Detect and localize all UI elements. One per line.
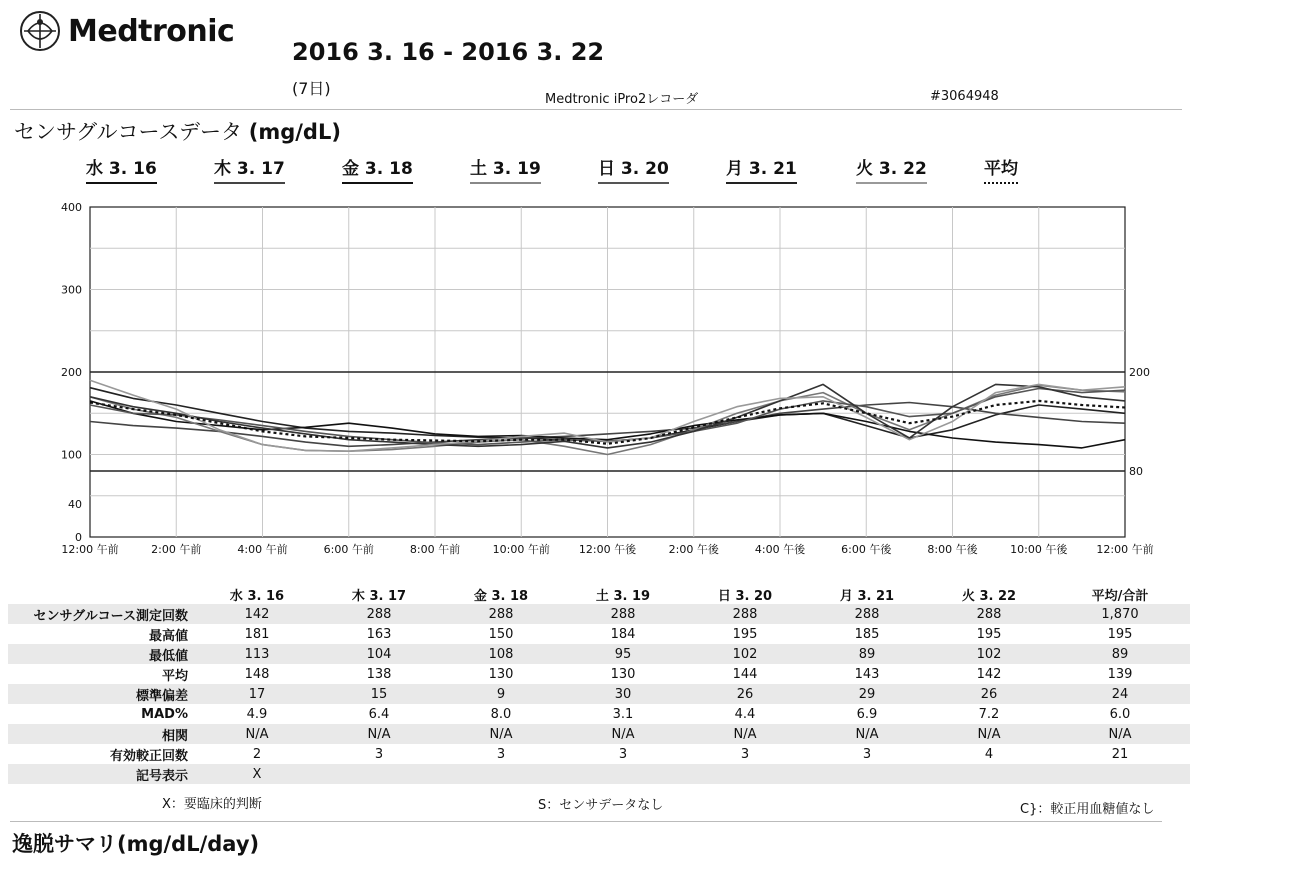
table-cell bbox=[806, 764, 928, 784]
table-row bbox=[8, 764, 1190, 784]
day-tab-label: 土 3. 19 bbox=[470, 159, 541, 179]
table-cell: 1,870 bbox=[1050, 604, 1190, 624]
stats-table bbox=[8, 584, 1190, 784]
stats-header-mon: 月 3. 21 bbox=[839, 588, 895, 604]
table-cell: N/A bbox=[562, 724, 684, 744]
table-cell: 288 bbox=[440, 604, 562, 624]
day-tab-label: 水 3. 16 bbox=[86, 159, 157, 179]
x-tick-label: 8:00 午前 bbox=[409, 543, 461, 556]
table-row bbox=[8, 684, 1190, 704]
day-tab-swatch bbox=[86, 182, 157, 184]
table-cell: 195 bbox=[1107, 626, 1133, 642]
table-cell: 288 bbox=[318, 604, 440, 624]
table-cell: 185 bbox=[854, 626, 880, 642]
table-cell: 130 bbox=[488, 666, 514, 682]
table-cell: 102 bbox=[684, 644, 806, 664]
target-high-label: 200 bbox=[1129, 366, 1150, 379]
y-tick-label: 200 bbox=[61, 366, 82, 379]
row-label: 有効較正回数 bbox=[109, 748, 188, 764]
section-title-unit: (mg/dL) bbox=[248, 120, 341, 144]
table-cell: 108 bbox=[440, 644, 562, 664]
target-low-label: 80 bbox=[1129, 465, 1143, 478]
table-cell bbox=[684, 764, 806, 784]
row-label: 最低値 bbox=[8, 644, 196, 664]
x-tick-label: 10:00 午前 bbox=[492, 543, 550, 556]
table-row bbox=[8, 744, 1190, 764]
day-tab-swatch bbox=[214, 182, 285, 184]
table-cell bbox=[562, 764, 684, 784]
table-cell bbox=[1050, 764, 1190, 784]
table-cell: N/A bbox=[928, 724, 1050, 744]
table-cell: 17 bbox=[196, 684, 318, 704]
table-cell: N/A bbox=[684, 724, 806, 744]
table-cell: 21 bbox=[1111, 746, 1129, 762]
legend-x-note: X：要臨床的判断 bbox=[162, 797, 262, 812]
table-cell: 142 bbox=[196, 604, 318, 624]
report-date-range: 2016 3. 16 - 2016 3. 22 bbox=[292, 38, 605, 66]
table-cell: 184 bbox=[610, 626, 636, 642]
table-cell: 89 bbox=[806, 644, 928, 664]
table-cell bbox=[928, 764, 1050, 784]
row-label: 標準偏差 bbox=[8, 684, 196, 704]
y-tick-label: 300 bbox=[61, 283, 82, 297]
day-tab-sun bbox=[598, 154, 669, 182]
day-tab-swatch bbox=[470, 182, 541, 184]
deviation-summary-title: 逸脱サマリ(mg/dL/day) bbox=[12, 832, 260, 856]
table-cell: 3 bbox=[740, 746, 750, 762]
x-tick-label: 4:00 午前 bbox=[237, 543, 288, 556]
table-cell: 6.0 bbox=[1109, 706, 1131, 722]
report-days: (7日) bbox=[292, 79, 331, 98]
stats-header-thu: 木 3. 17 bbox=[351, 588, 407, 604]
table-cell: 288 bbox=[806, 604, 928, 624]
table-cell: N/A bbox=[1050, 724, 1190, 744]
table-cell: X bbox=[196, 764, 318, 784]
stats-header-sat: 土 3. 19 bbox=[595, 588, 651, 604]
table-cell: 195 bbox=[976, 626, 1002, 642]
table-cell bbox=[318, 764, 440, 784]
header-divider bbox=[10, 109, 1182, 110]
day-tab-avg bbox=[984, 154, 1018, 182]
stats-header-fri: 金 3. 18 bbox=[473, 588, 529, 604]
legend-s-note: S：センサデータなし bbox=[538, 798, 664, 813]
table-cell: 3 bbox=[862, 746, 872, 762]
row-label: 記号表示 bbox=[8, 764, 196, 784]
table-cell: 3 bbox=[374, 746, 384, 762]
table-cell: 130 bbox=[610, 666, 636, 682]
table-cell: N/A bbox=[318, 724, 440, 744]
table-cell: 163 bbox=[366, 626, 392, 642]
y-tick-label: 400 bbox=[61, 201, 82, 214]
day-tab-swatch bbox=[984, 182, 1018, 184]
day-tab-fri bbox=[342, 154, 413, 182]
recorder-name: Medtronic iPro2レコーダ bbox=[545, 92, 699, 107]
table-cell: 7.2 bbox=[978, 706, 1000, 722]
table-row bbox=[8, 624, 1190, 644]
table-row bbox=[8, 704, 1190, 724]
day-tab-label: 平均 bbox=[984, 159, 1018, 179]
table-cell: 102 bbox=[928, 644, 1050, 664]
stats-header-total: 平均/合計 bbox=[1091, 588, 1149, 604]
x-tick-label: 10:00 午後 bbox=[1010, 543, 1068, 556]
table-cell: 8.0 bbox=[490, 706, 512, 722]
stats-header-row bbox=[8, 584, 1190, 604]
table-row bbox=[8, 724, 1190, 744]
day-tab-swatch bbox=[598, 182, 669, 184]
x-tick-label: 6:00 午前 bbox=[323, 543, 374, 556]
y-tick-label: 100 bbox=[61, 448, 82, 462]
table-cell: 6.9 bbox=[856, 706, 878, 722]
section-title-text: センサグルコースデータ bbox=[14, 120, 243, 144]
table-cell: 181 bbox=[244, 626, 270, 642]
table-cell: N/A bbox=[440, 724, 562, 744]
table-cell: 26 bbox=[684, 684, 806, 704]
section-title bbox=[14, 116, 341, 146]
day-tab-thu bbox=[214, 154, 285, 182]
table-cell: 288 bbox=[562, 604, 684, 624]
table-cell: 29 bbox=[806, 684, 928, 704]
table-row bbox=[8, 604, 1190, 624]
table-cell: 144 bbox=[732, 666, 758, 682]
table-cell: 9 bbox=[440, 684, 562, 704]
table-cell bbox=[440, 764, 562, 784]
table-cell: 2 bbox=[252, 746, 262, 762]
x-tick-label: 2:00 午前 bbox=[151, 543, 202, 556]
y-tick-label: 0 bbox=[75, 531, 82, 544]
day-tab-label: 木 3. 17 bbox=[214, 159, 285, 179]
row-label: 平均 bbox=[161, 668, 188, 684]
table-cell: 288 bbox=[684, 604, 806, 624]
table-cell: 148 bbox=[244, 666, 270, 682]
table-cell: 150 bbox=[488, 626, 514, 642]
table-row bbox=[8, 664, 1190, 684]
row-label: 最高値 bbox=[148, 628, 188, 644]
table-cell: 142 bbox=[976, 666, 1002, 682]
day-tab-label: 金 3. 18 bbox=[342, 159, 413, 179]
footer-divider bbox=[10, 821, 1162, 822]
table-cell: 195 bbox=[732, 626, 758, 642]
legend-c-note: C}：較正用血糖値なし bbox=[1020, 802, 1155, 817]
brand-name: Medtronic bbox=[68, 13, 235, 49]
day-tab-wed bbox=[86, 154, 157, 182]
table-cell: N/A bbox=[196, 724, 318, 744]
day-tab-swatch bbox=[726, 182, 797, 184]
y-tick-label: 40 bbox=[68, 498, 82, 511]
table-row bbox=[8, 644, 1190, 664]
stats-header-tue: 火 3. 22 bbox=[961, 588, 1017, 604]
table-cell: 3 bbox=[496, 746, 506, 762]
glucose-chart-svg bbox=[0, 190, 1290, 570]
day-tab-label: 日 3. 20 bbox=[598, 159, 669, 179]
day-tab-tue bbox=[856, 154, 927, 182]
row-label: MAD% bbox=[141, 706, 188, 722]
x-tick-label: 2:00 午後 bbox=[668, 543, 719, 556]
day-tab-sat bbox=[470, 154, 541, 182]
table-cell: 113 bbox=[196, 644, 318, 664]
table-cell: 95 bbox=[562, 644, 684, 664]
day-tab-label: 月 3. 21 bbox=[726, 159, 797, 179]
table-cell: 4.4 bbox=[734, 706, 756, 722]
table-cell: 4 bbox=[984, 746, 994, 762]
day-tab-mon bbox=[726, 154, 797, 182]
day-tab-swatch bbox=[342, 182, 413, 184]
x-tick-label: 12:00 午前 bbox=[61, 543, 119, 556]
table-cell: 4.9 bbox=[246, 706, 268, 722]
stats-header-sun: 日 3. 20 bbox=[717, 588, 773, 604]
table-cell: 24 bbox=[1050, 684, 1190, 704]
x-tick-label: 4:00 午後 bbox=[754, 543, 806, 556]
day-tab-label: 火 3. 22 bbox=[856, 159, 927, 179]
table-cell: 6.4 bbox=[368, 706, 390, 722]
medtronic-logo bbox=[18, 8, 234, 54]
x-tick-label: 8:00 午後 bbox=[927, 543, 978, 556]
glucose-chart bbox=[0, 190, 1290, 570]
table-cell: 3 bbox=[618, 746, 628, 762]
stats-header-blank bbox=[8, 584, 196, 604]
stats-header-wed: 水 3. 16 bbox=[229, 588, 285, 604]
table-cell: N/A bbox=[806, 724, 928, 744]
table-cell: 138 bbox=[366, 666, 392, 682]
table-cell: 26 bbox=[928, 684, 1050, 704]
table-cell: 139 bbox=[1107, 666, 1133, 682]
table-cell: 104 bbox=[318, 644, 440, 664]
row-label: 相関 bbox=[8, 724, 196, 744]
table-cell: 3.1 bbox=[612, 706, 634, 722]
table-cell: 288 bbox=[928, 604, 1050, 624]
table-cell: 143 bbox=[854, 666, 880, 682]
medtronic-emblem-icon bbox=[18, 9, 62, 53]
x-tick-label: 12:00 午前 bbox=[1096, 543, 1154, 556]
day-tab-swatch bbox=[856, 182, 927, 184]
x-tick-label: 12:00 午後 bbox=[578, 543, 637, 556]
table-cell: 15 bbox=[318, 684, 440, 704]
table-cell: 30 bbox=[562, 684, 684, 704]
x-tick-label: 6:00 午後 bbox=[841, 543, 892, 556]
table-cell: 89 bbox=[1050, 644, 1190, 664]
serial-number: #3064948 bbox=[930, 89, 999, 104]
row-label: センサグルコース測定回数 bbox=[8, 604, 196, 624]
